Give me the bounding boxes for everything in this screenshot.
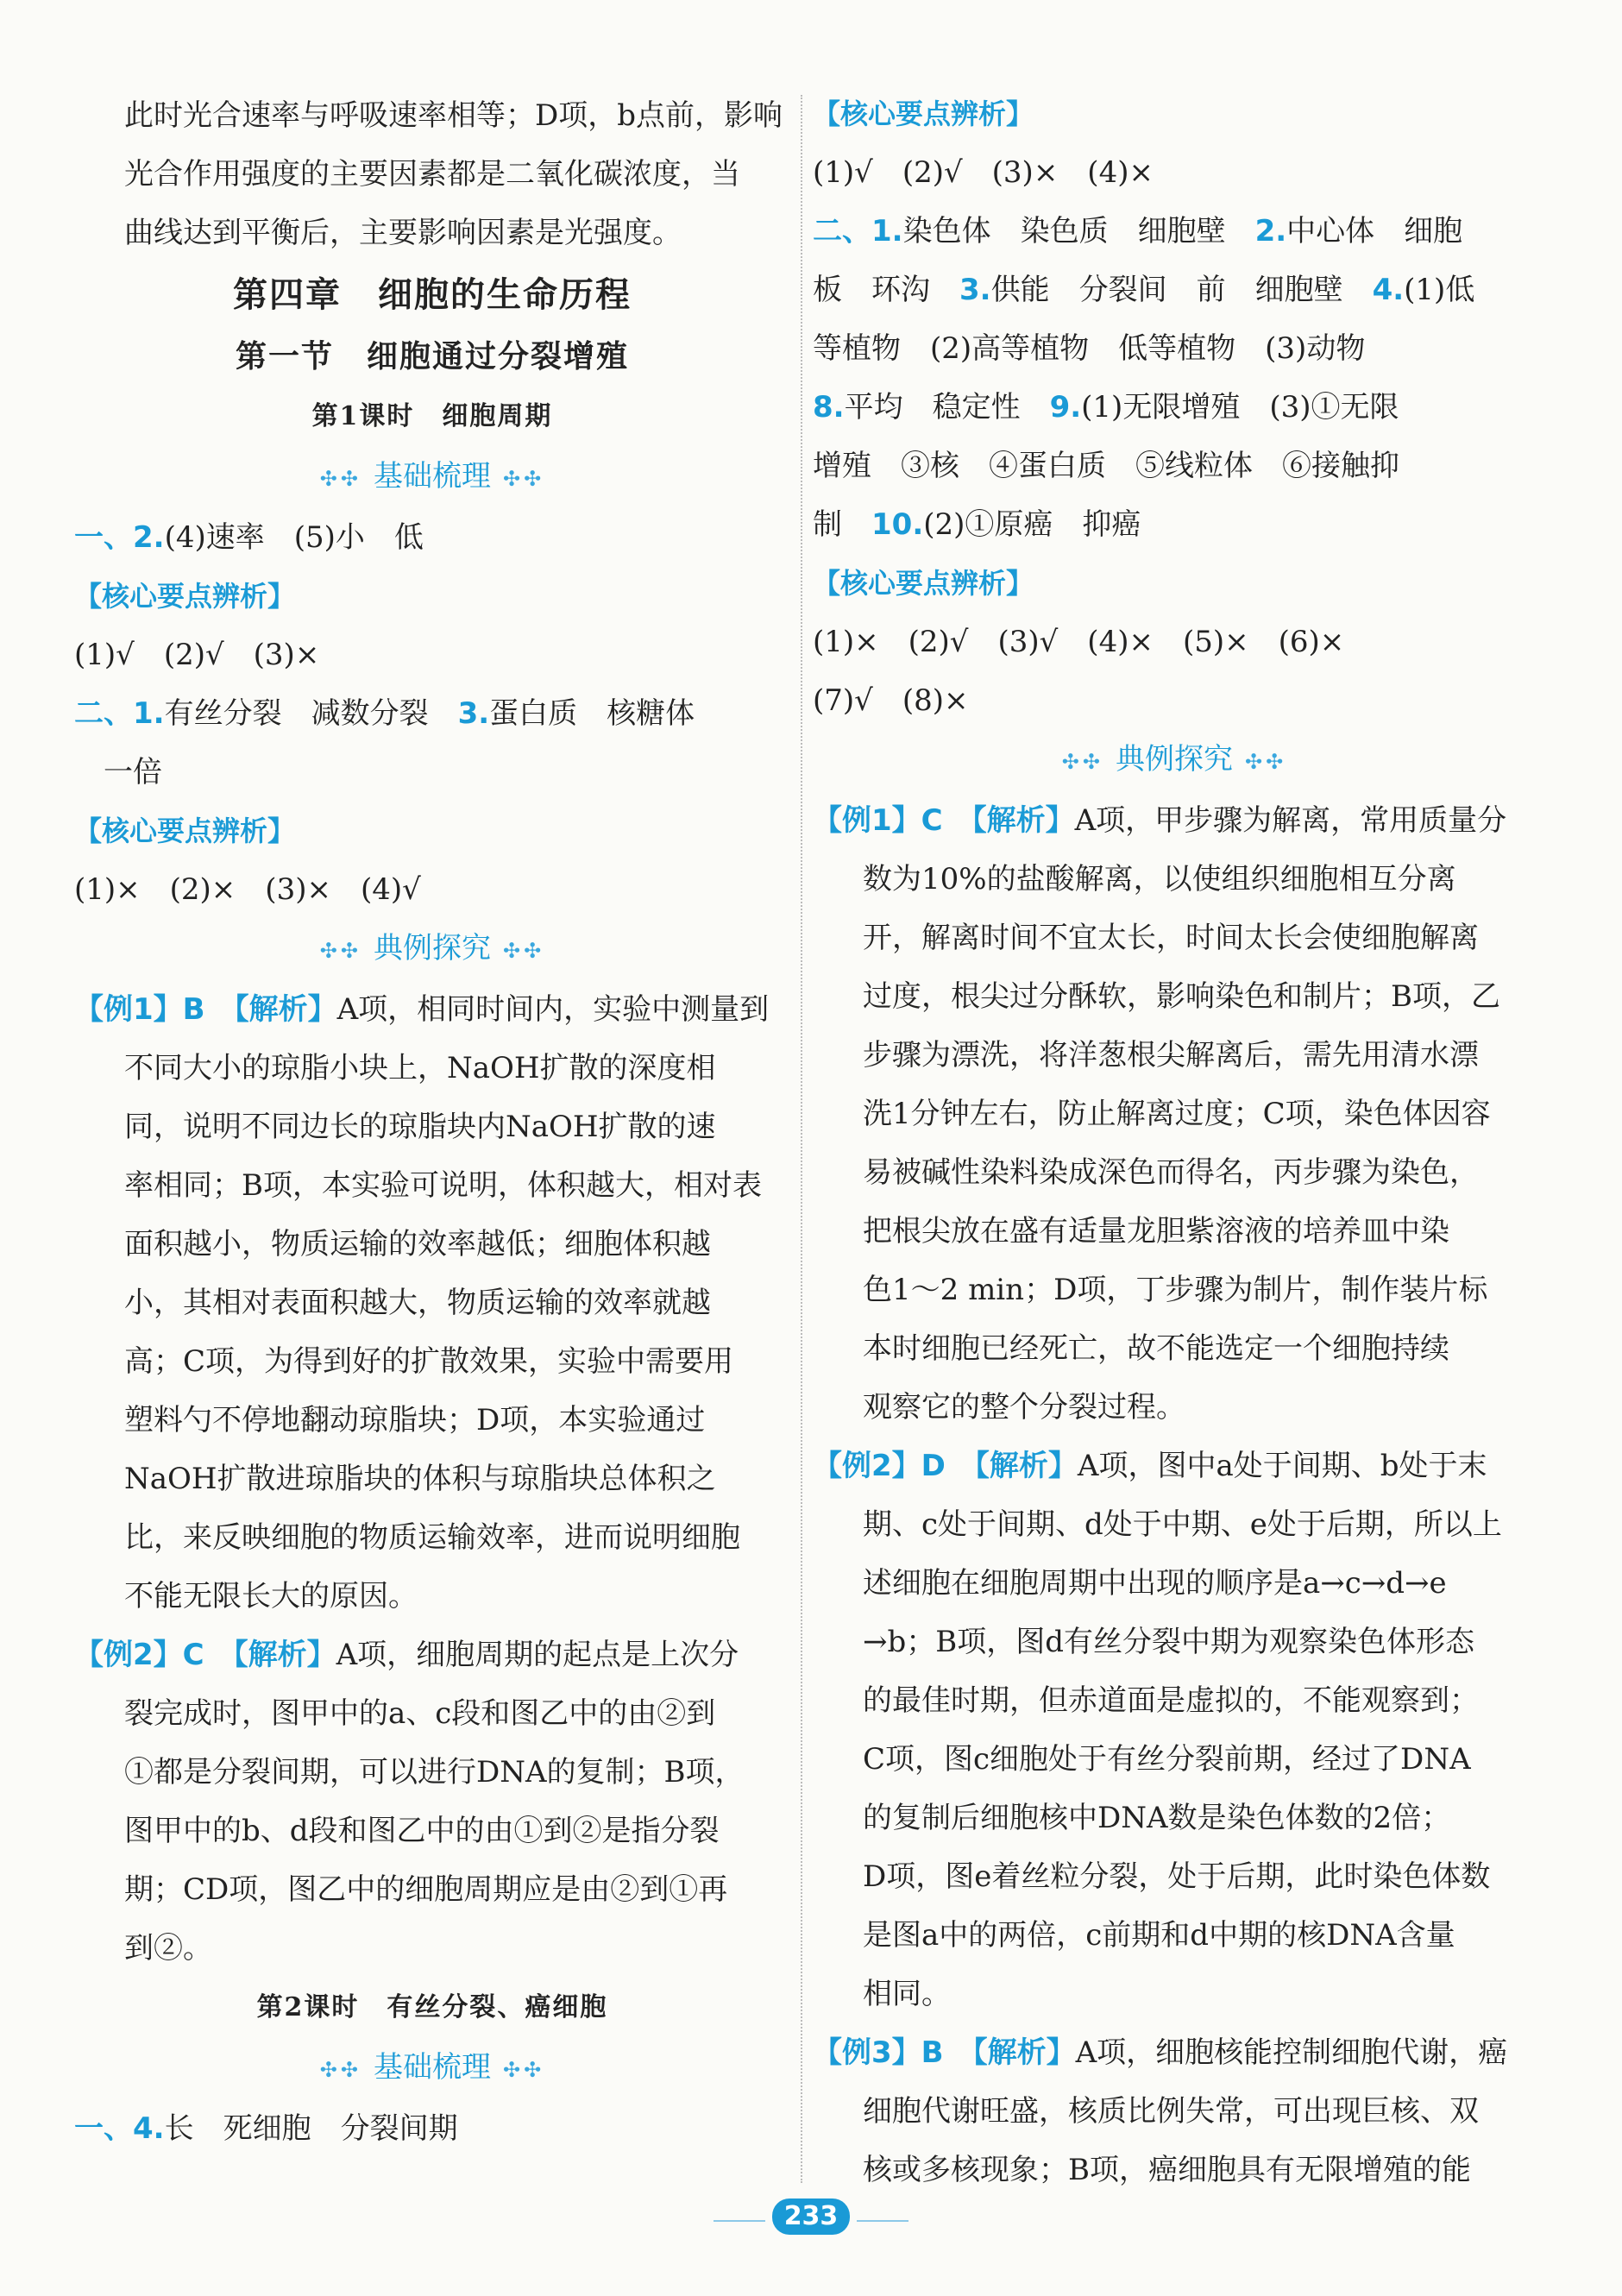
diamond-deco-icon: ✣✣ xyxy=(503,2058,545,2082)
key-answers: (7)√ (8)× xyxy=(813,683,969,718)
page-number: 233 xyxy=(0,2198,1622,2235)
example-heading: ✣✣ 典例探究 ✣✣ xyxy=(1061,742,1287,777)
example-2: 【例2】D 【解析】A项，图中a处于间期、b处于末 期、c处于间期、d处于中期、e处于后期，所以上 述细胞在细胞周期中出现的顺序是a→c→d→e →b；B项，图d有丝分裂中期为观察染色体形态 的最佳时期，但赤道面是虚拟的，不能观察到； C项，图c细胞处于有丝分裂前期，经过了DNA 的复制后细胞核中DNA数是染色体数的2倍； D项，图e着丝粒分裂，处于后期，此时染色体数 是图a中的两倍，c前期和d中期的核DNA含量 相同。 xyxy=(813,1449,1502,2011)
lesson-title: 第1课时 细胞周期 xyxy=(311,401,553,431)
section-title: 第一节 细胞通过分裂增殖 xyxy=(235,338,629,374)
answer-line: 一、4.长 死细胞 分裂间期 xyxy=(74,2111,458,2146)
right-column xyxy=(813,85,1536,2199)
key-answers: (1)√ (2)√ (3)× xyxy=(74,638,320,672)
diamond-deco-icon: ✣✣ xyxy=(1245,750,1287,774)
basic-heading: ✣✣ 基础梳理 ✣✣ xyxy=(319,2050,545,2085)
answer-line: 一倍 xyxy=(104,755,162,789)
example-label: 【例1】B xyxy=(74,992,205,1027)
example-3: 【例3】B 【解析】A项，细胞核能控制细胞代谢，癌 细胞代谢旺盛，核质比例失常，可出现巨核、双 核或多核现象；B项，癌细胞具有无限增殖的能 xyxy=(813,2035,1508,2187)
example-label: 【例3】B xyxy=(813,2035,944,2070)
diamond-deco-icon: ✣✣ xyxy=(503,467,545,491)
intro-line: 此时光合速率与呼吸速率相等；D项，b点前，影响 xyxy=(124,98,783,133)
diamond-deco-icon: ✣✣ xyxy=(319,467,361,491)
column-divider xyxy=(801,95,802,2183)
intro-line: 光合作用强度的主要因素都是二氧化碳浓度，当 xyxy=(124,157,740,192)
key-answers: (1)√ (2)√ (3)× (4)× xyxy=(813,155,1154,190)
basic-heading: ✣✣ 基础梳理 ✣✣ xyxy=(319,459,545,494)
key-answers: (1)× (2)× (3)× (4)√ xyxy=(74,872,421,907)
example-label: 【例2】D xyxy=(813,1449,946,1483)
example-1: 【例1】C 【解析】A项，甲步骤为解离，常用质量分 数为10%的盐酸解离，以使组织细胞相互分离 开，解离时间不宜太长，时间太长会使细胞解离 过度，根尖过分酥软，影响染色和制片；B项，乙 步骤为漂洗，将洋葱根尖解离后，需先用清水漂 洗1分钟左右，防止解离过度；C项，染色体因容 易被碱性染料染成深色而得名，丙步骤为染色， 把根尖放在盛有适量龙胆紫溶液的培养皿中染 色1～2 min；D项，丁步骤为制片，制作装片标 本时细胞已经死亡，故不能选定一个细胞持续 观察它的整个分裂过程。 xyxy=(813,803,1507,1425)
example-2: 【例2】C 【解析】A项，细胞周期的起点是上次分 裂完成时，图甲中的a、c段和图乙中的由②到 ①都是分裂间期，可以进行DNA的复制；B项， 图甲中的b、d段和图乙中的由①到②是指分裂 期；CD项，图乙中的细胞周期应是由②到①再 到②。 xyxy=(74,1638,745,1966)
answer-line: 一、2.(4)速率 (5)小 低 xyxy=(74,520,424,555)
key-points-heading: 【核心要点辨析】 xyxy=(813,98,1034,130)
key-points-heading: 【核心要点辨析】 xyxy=(74,815,296,847)
example-label: 【例1】C xyxy=(813,803,943,838)
lesson-title: 第2课时 有丝分裂、癌细胞 xyxy=(256,1992,608,2022)
left-column xyxy=(74,86,790,2158)
key-points-heading: 【核心要点辨析】 xyxy=(813,567,1034,600)
diamond-deco-icon: ✣✣ xyxy=(503,939,545,963)
answers-block: 二、1.染色体 染色质 细胞壁 2.中心体 细胞 板 环沟 3.供能 分裂间 前 细胞壁 4.(1)低 等植物 (2)高等植物 低等植物 (3)动物 8.平均 稳定性 9.(1)无限增殖 (3)①无限 增殖 ③核 ④蛋白质 ⑤线粒体 ⑥接触抑 制 10.(2)①原癌 抑癌 xyxy=(813,214,1475,542)
key-points-heading: 【核心要点辨析】 xyxy=(74,580,296,613)
analysis-tag: 【解析】 xyxy=(233,1638,336,1672)
analysis-tag: 【解析】 xyxy=(234,992,337,1027)
diamond-deco-icon: ✣✣ xyxy=(1061,750,1103,774)
analysis-tag: 【解析】 xyxy=(972,2035,1076,2070)
diamond-deco-icon: ✣✣ xyxy=(319,2058,361,2082)
chapter-title: 第四章 细胞的生命历程 xyxy=(233,274,632,315)
analysis-tag: 【解析】 xyxy=(971,803,1075,838)
example-1: 【例1】B 【解析】A项，相同时间内，实验中测量到 不同大小的琼脂小块上，NaOH扩散的深度相 同，说明不同边长的琼脂块内NaOH扩散的速 率相同；B项，本实验可说明，体积越大，相对表 面积越小，物质运输的效率越低；细胞体积越 小，其相对表面积越大，物质运输的效率就越 高；C项，为得到好的扩散效果，实验中需要用 塑料勺不停地翻动琼脂块；D项，本实验通过 NaOH扩散进琼脂块的体积与琼脂块总体积之 比，来反映细胞的物质运输效率，进而说明细胞 不能无限长大的原因。 xyxy=(74,992,770,1613)
intro-line: 曲线达到平衡后，主要影响因素是光强度。 xyxy=(124,216,682,250)
diamond-deco-icon: ✣✣ xyxy=(319,939,361,963)
key-answers: (1)× (2)√ (3)√ (4)× (5)× (6)× xyxy=(813,625,1345,659)
example-label: 【例2】C xyxy=(74,1638,204,1672)
analysis-tag: 【解析】 xyxy=(974,1449,1078,1483)
answer-line: 二、1.有丝分裂 减数分裂 3.蛋白质 核糖体 xyxy=(74,696,695,731)
example-heading: ✣✣ 典例探究 ✣✣ xyxy=(319,931,545,966)
